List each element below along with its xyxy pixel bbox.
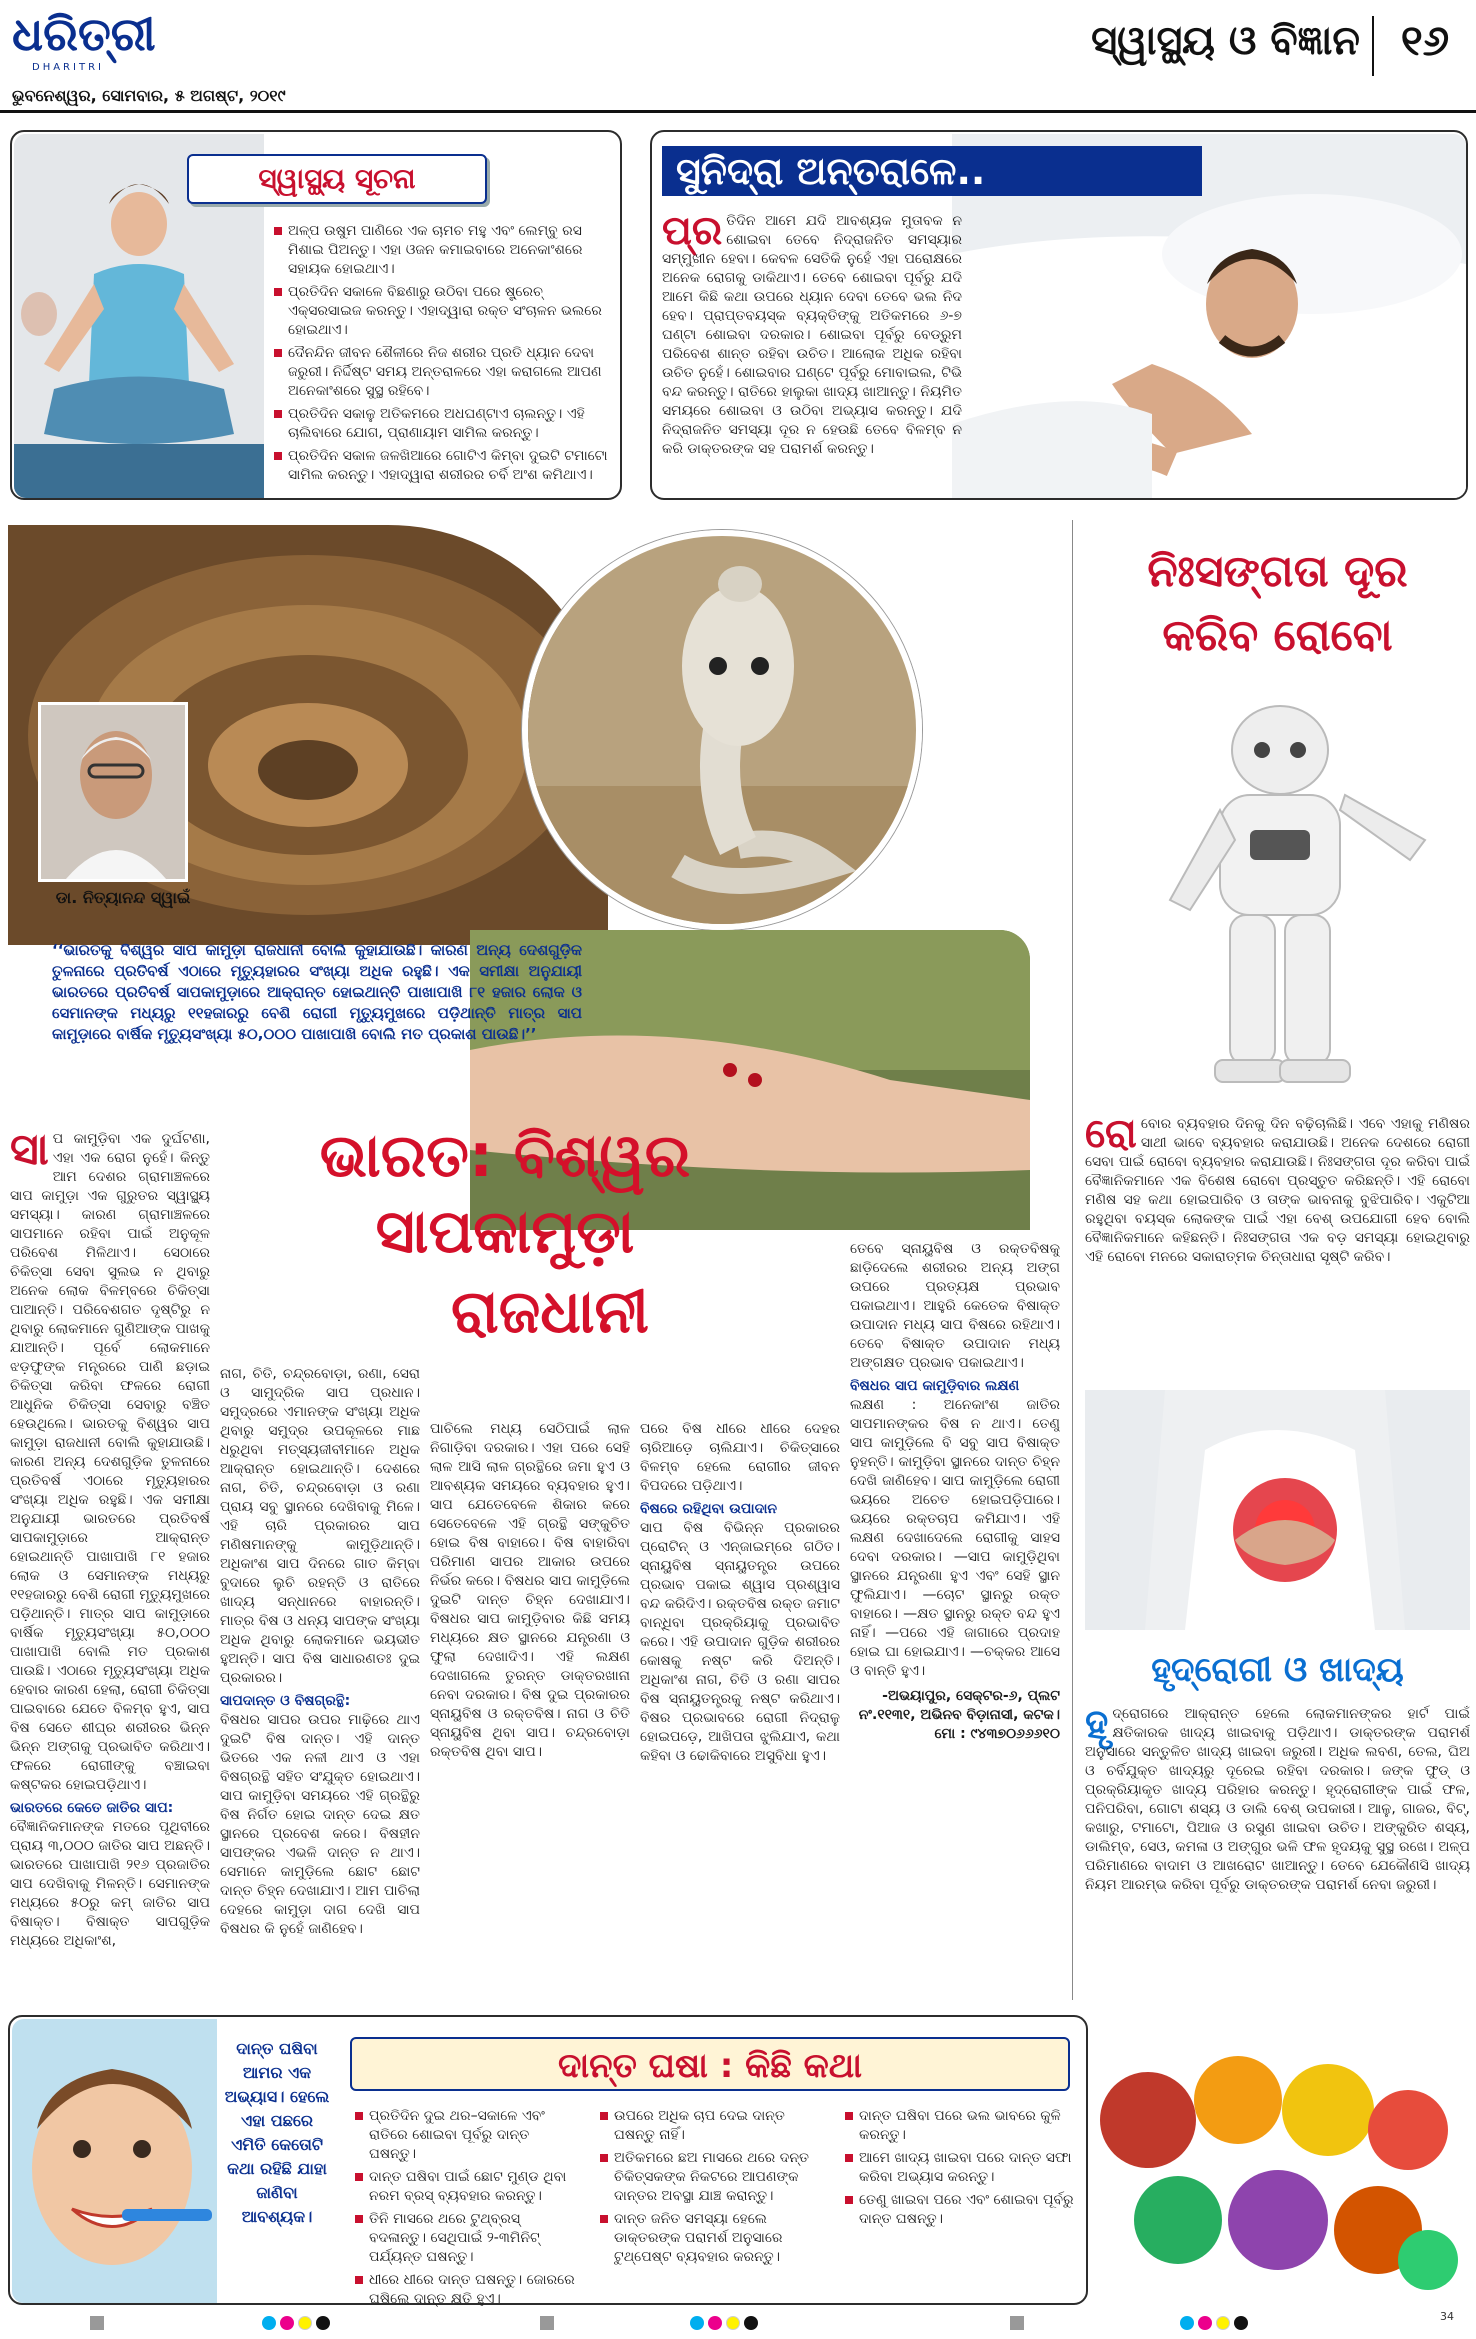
health-tips-title: ସ୍ୱାସ୍ଥ୍ୟ ସୂଚନା xyxy=(258,162,416,195)
list-item: ତେଣୁ ଖାଇବା ପରେ ଏବଂ ଶୋଇବା ପୂର୍ବରୁ ଦାନ୍ତ ଘଷନ୍ତୁ। xyxy=(845,2191,1075,2229)
list-item: ପ୍ରତିଦିନ ସକାଳେ ବିଛଣାରୁ ଉଠିବା ପରେ ଷ୍ଟ୍ରେଚ୍ ଏକ୍ସରସାଇଜ କରନ୍ତୁ। ଏହାଦ୍ୱାରା ରକ୍ତ ସଂଚାଳନ ଭଲରେ ହୋଇଥାଏ। xyxy=(274,283,614,340)
list-item: ପ୍ରତିଦିନ ସକାଳ ଜଳଖିଆରେ ଗୋଟିଏ କିମ୍ବା ଦୁଇଟି ଟମାଟୋ ସାମିଲ କରନ୍ତୁ। ଏହାଦ୍ୱାରା ଶରୀରର ଚର୍ବି ଅଂଶ କମିଥାଏ। xyxy=(274,447,614,485)
snake-column-1 xyxy=(10,1130,210,1990)
column-divider xyxy=(1072,520,1073,2000)
list-item: ତିନି ମାସରେ ଥରେ ଟୁଥ୍‌ବ୍ରସ୍ ବଦଳାନ୍ତୁ। ସେଥିପାଇଁ ୨-୩ମିନିଟ୍ ପର୍ଯ୍ୟନ୍ତ ଘଷନ୍ତୁ। xyxy=(355,2210,580,2267)
registration-mark xyxy=(1010,2316,1024,2330)
color-dot-cyan xyxy=(262,2316,276,2330)
color-dot-magenta xyxy=(708,2316,722,2330)
snake-column-5 xyxy=(850,1240,1060,1990)
color-dot-yellow xyxy=(726,2316,740,2330)
health-tips-list xyxy=(274,222,614,489)
snake-column-2b-text: ବିଷଧର ସାପର ଉପର ମାଢ଼ିରେ ଥାଏ ଦୁଇଟି ବିଷ ଦାନ୍ତ। ଏହି ଦାନ୍ତ ଭିତରେ ଏକ ନଳୀ ଥାଏ ଓ ଏହା ବିଷଗ୍ରନ୍ଥି ସହିତ ସଂଯୁକ୍ତ ହୋଇଥାଏ। ସାପ କାମୁଡ଼ିବା ସମୟରେ ଏହି ଗ୍ରନ୍ଥିରୁ ବିଷ ନିର୍ଗତ ହୋଇ ଦାନ୍ତ ଦେଇ କ୍ଷତ ସ୍ଥାନରେ ପ୍ରବେଶ କରେ। ବିଷହୀନ ସାପଙ୍କର ଏଭଳି ଦାନ୍ତ ନ ଥାଏ। ସେମାନେ କାମୁଡ଼ିଲେ ଛୋଟ ଛୋଟ ଦାନ୍ତ ଚିହ୍ନ ଦେଖାଯାଏ। ଆମ ପାଚିଲା ଦେହରେ କାମୁଡ଼ା ଦାଗ ଦେଖି ସାପ ବିଷଧର କି ନୁହେଁ ଜାଣିହେବ। xyxy=(220,1712,420,1937)
snake-column-2 xyxy=(220,1365,420,1990)
color-dot-yellow xyxy=(298,2316,312,2330)
drop-cap: ପ୍ର xyxy=(662,212,723,254)
author-portrait xyxy=(41,705,188,882)
drop-cap: ହୃ xyxy=(1085,1705,1109,1747)
snake-column-2-text: ନାଗ, ଚିତି, ଚନ୍ଦ୍ରବୋଡ଼ା, ରଣା, ସେରା ଓ ସାମୁଦ୍ରିକ ସାପ ପ୍ରଧାନ। ସମୁଦ୍ରରେ ଏମାନଙ୍କ ସଂଖ୍ୟା ଅଧିକ ଥିବାରୁ ସମୁଦ୍ର ଉପକୂଳରେ ମାଛ ଧରୁଥିବା ମତ୍ସ୍ୟଜୀବୀମାନେ ଅଧିକ ଆକ୍ରାନ୍ତ ହୋଇଥାନ୍ତି। ଦେଶରେ ନାଗ, ଚିତି, ଚନ୍ଦ୍ରବୋଡ଼ା ଓ ରଣା ପ୍ରାୟ ସବୁ ସ୍ଥାନରେ ଦେଖିବାକୁ ମିଳେ। ଏହି ଚାରି ପ୍ରକାରର ସାପ ମଣିଷମାନଙ୍କୁ କାମୁଡ଼ିଥାନ୍ତି। ଅଧିକାଂଶ ସାପ ଦିନରେ ଗାତ କିମ୍ବା ବୁଦାରେ ଲୁଚି ରହନ୍ତି ଓ ରାତିରେ ଖାଦ୍ୟ ସନ୍ଧାନରେ ବାହାରନ୍ତି। ମାତ୍ର ବିଷ ଓ ଧନ୍ୟ ସାପଙ୍କ ସଂଖ୍ୟା ଅଧିକ ଥିବାରୁ ଲୋକମାନେ ଭୟଭୀତ ହୁଅନ୍ତି। ସାପ ବିଷ ସାଧାରଣତଃ ଦୁଇ ପ୍ରକାରର। xyxy=(220,1366,420,1686)
logo-text: ଧରିତ୍ରୀ xyxy=(12,7,156,61)
robot-title-line-1: ନିଃସଙ୍ଗତା ଦୂର xyxy=(1147,546,1408,597)
snake-column-3-text: ପାଚିଲେ ମଧ୍ୟ ସେଠିପାଇଁ ଲାଳ ନିଗାଡ଼ିବା ଦରକାର। ଏହା ପରେ ସେହି ଲାଳ ଆସି ଲାଳ ଗ୍ରନ୍ଥିରେ ଜମା ହୁଏ ଓ ଆବଶ୍ୟକ ସମୟରେ ବ୍ୟବହାର ହୁଏ। ସାପ ଯେତେବେଳେ ଶିକାର କରେ ସେତେବେଳେ ଏହି ଗ୍ରନ୍ଥି ସଙ୍କୁଚିତ ହୋଇ ବିଷ ବାହାରେ। ବିଷ ବାହାରିବା ପରିମାଣ ସାପର ଆକାର ଉପରେ ନିର୍ଭର କରେ। ବିଷଧର ସାପ କାମୁଡ଼ିଲେ ଦୁଇଟି ଦାନ୍ତ ଚିହ୍ନ ଦେଖାଯାଏ। ବିଷଧର ସାପ କାମୁଡ଼ିବାର କିଛି ସମୟ ମଧ୍ୟରେ କ୍ଷତ ସ୍ଥାନରେ ଯନ୍ତ୍ରଣା ଓ ଫୁଲା ଦେଖାଦିଏ। ଏହି ଲକ୍ଷଣ ଦେଖାଗଲେ ତୁରନ୍ତ ଡାକ୍ତରଖାନା ନେବା ଦରକାର। ବିଷ ଦୁଇ ପ୍ରକାରର ସ୍ନାୟୁବିଷ ଓ ରକ୍ତବିଷ। ନାଗ ଓ ଚିତି ସ୍ନାୟୁବିଷ ଥିବା ସାପ। ଚନ୍ଦ୍ରବୋଡ଼ା ରକ୍ତବିଷ ଥିବା ସାପ। xyxy=(430,1421,630,1760)
logo-subtext: DHARITRI xyxy=(32,62,104,73)
health-tips-box xyxy=(10,130,622,500)
snake-headline xyxy=(220,1120,790,1360)
sleep-title: ସୁନିଦ୍ରା ଅନ୍ତରାଳେ.. xyxy=(662,146,1202,196)
dateline: ଭୁବନେଶ୍ୱର, ସୋମବାର, ୫ ଅଗଷ୍ଟ, ୨୦୧୯ xyxy=(12,86,286,105)
snake-column-4-text: ପରେ ବିଷ ଧୀରେ ଧୀରେ ଦେହର ଚାରିଆଡ଼େ ଚାଲିଯାଏ। ଚିକିତ୍ସାରେ ବିଳମ୍ବ ହେଲେ ରୋଗୀର ଜୀବନ ବିପଦରେ ପଡ଼ିଥାଏ। xyxy=(640,1421,840,1494)
teeth-list-1 xyxy=(355,2107,580,2313)
color-dot-magenta xyxy=(280,2316,294,2330)
page-number: ୧୬ xyxy=(1400,16,1450,65)
masthead-rule xyxy=(0,110,1476,113)
drop-cap: ସା xyxy=(10,1130,49,1175)
snake-column-4 xyxy=(640,1420,840,1990)
subhead-snake-species: ଭାରତରେ କେତେ ଜାତିର ସାପ: xyxy=(10,1800,174,1816)
color-dot-cyan xyxy=(690,2316,704,2330)
heart-text: ଦ୍‌ରୋଗରେ ଆକ୍ରାନ୍ତ ହେଲେ ଲୋକମାନଙ୍କର ହାର୍ଟ ପାଇଁ କ୍ଷତିକାରକ ଖାଦ୍ୟ ଖାଇବାକୁ ପଡ଼ିଥାଏ। ଡାକ୍ତରଙ୍କ ପରାମର୍ଶ ଅନୁସାରେ ସନ୍ତୁଳିତ ଖାଦ୍ୟ ଖାଇବା ଜରୁରୀ। ଅଧିକ ଲବଣ, ତେଲ, ଘିଅ ଓ ଚର୍ବିଯୁକ୍ତ ଖାଦ୍ୟରୁ ଦୂରେଇ ରହିବା ଦରକାର। ଜଙ୍କ ଫୁଡ୍ ଓ ପ୍ରକ୍ରିୟାକୃତ ଖାଦ୍ୟ ପରିହାର କରନ୍ତୁ। ହୃଦ୍‌ରୋଗୀଙ୍କ ପାଇଁ ଫଳ, ପନିପରିବା, ଗୋଟା ଶସ୍ୟ ଓ ଡାଲି ବେଶ୍ ଉପକାରୀ। ଆଳୁ, ଗାଜର, ବିଟ୍, କଖାରୁ, ଟମାଟୋ, ପିଆଜ ଓ ରସୁଣ ଖାଇବା ଉଚିତ। ଅଙ୍କୁରିତ ଶସ୍ୟ, ଡାଲିମ୍ବ, ସେଓ, କମଳା ଓ ଅଙ୍ଗୁର ଭଳି ଫଳ ହୃଦୟକୁ ସୁସ୍ଥ ରଖେ। ଅଳ୍ପ ପରିମାଣରେ ବାଦାମ ଓ ଆଖରୋଟ ଖାଆନ୍ତୁ। ତେବେ ଯେକୌଣସି ଖାଦ୍ୟ ନିୟମ ଆରମ୍ଭ କରିବା ପୂର୍ବରୁ ଡାକ୍ତରଙ୍କ ପରାମର୍ଶ ନେବା ଜରୁରୀ। xyxy=(1085,1706,1470,1893)
subhead-fangs: ସାପଦାନ୍ତ ଓ ବିଷଗ୍ରନ୍ଥି: xyxy=(220,1693,351,1709)
list-item: ଆମେ ଖାଦ୍ୟ ଖାଇବା ପରେ ଦାନ୍ତ ସଫା କରିବା ଅଭ୍ୟାସ କରନ୍ତୁ। xyxy=(845,2149,1075,2187)
subhead-symptoms: ବିଷଧର ସାପ କାମୁଡ଼ିବାର ଲକ୍ଷଣ xyxy=(850,1378,1020,1394)
robot-illustration xyxy=(1090,690,1470,1090)
drop-cap: ରୋ xyxy=(1085,1115,1137,1157)
list-item: ଦାନ୍ତ ଘଷିବା ପରେ ଭଲ ଭାବରେ କୁଳି କରନ୍ତୁ। xyxy=(845,2107,1075,2145)
color-dot-black xyxy=(744,2316,758,2330)
headline-line-1: ଭାରତ: ବିଶ୍ୱର xyxy=(319,1121,691,1191)
robot-body xyxy=(1085,1115,1470,1365)
snake-quote: ‘‘ଭାରତକୁ ବିଶ୍ୱର ସାପ କାମୁଡ଼ା ରାଜଧାନୀ ବୋଲି କୁହାଯାଉଛି। କାରଣ ଅନ୍ୟ ଦେଶଗୁଡ଼ିକ ତୁଳନାରେ ପ୍ରତିବର୍ଷ ଏଠାରେ ମୃତ୍ୟୁହାରର ସଂଖ୍ୟା ଅଧିକ ରହୁଛି। ଏକ ସମୀକ୍ଷା ଅନୁଯାୟୀ ଭାରତରେ ପ୍ରତିବର୍ଷ ସାପକାମୁଡ଼ାରେ ଆକ୍ରାନ୍ତ ହୋଇଥାନ୍ତି ପାଖାପାଖି ୮୧ ହଜାର ଲୋକ ଓ ସେମାନଙ୍କ ମଧ୍ୟରୁ ୧୧ହଜାରରୁ ବେଶି ରୋଗୀ ମୃତ୍ୟୁମୁଖରେ ପଡ଼ିଥାନ୍ତି ମାତ୍ର ସାପ କାମୁଡ଼ାରେ ବାର୍ଷିକ ମୃତ୍ୟୁସଂଖ୍ୟା ୫୦,୦୦୦ ପାଖାପାଖି ବୋଲି ମତ ପ୍ରକାଶ ପାଉଛି।’’ xyxy=(52,941,582,1043)
author-caption: ଡା. ନିତ୍ୟାନନ୍ଦ ସ୍ୱାଇଁ xyxy=(55,888,191,907)
teeth-list-2 xyxy=(600,2107,825,2271)
color-dot-black xyxy=(316,2316,330,2330)
list-item: ଅଳ୍ପ ଉଷୁମ ପାଣିରେ ଏକ ଚାମଚ ମହୁ ଏବଂ ଲେମ୍ବୁ ରସ ମିଶାଇ ପିଅନ୍ତୁ। ଏହା ଓଜନ କମାଇବାରେ ଅନେକାଂଶରେ ସହାୟକ ହୋଇଥାଏ। xyxy=(274,222,614,279)
byline: -ଅଭୟାପୁର, ସେକ୍ଟର-୬, ପ୍ଲଟ ନଂ.୧୧୩୧, ଅଭିନବ ବିଡ଼ାନାସୀ, କଟକ। ମୋ : ୯୪୩୭୦୬୬୬୧୦ xyxy=(858,1688,1060,1742)
logo xyxy=(12,6,202,76)
cobra-photo xyxy=(522,530,922,930)
child-brushing-photo xyxy=(12,2019,217,2303)
sleep-box xyxy=(650,130,1468,500)
masthead xyxy=(0,0,1476,115)
heart-pain-illustration xyxy=(1085,1390,1470,1630)
robot-text: ବୋର ବ୍ୟବହାର ଦିନକୁ ଦିନ ବଢ଼ିଚାଲିଛି। ଏବେ ଏହାକୁ ମଣିଷର ସାଥୀ ଭାବେ ବ୍ୟବହାର କରାଯାଉଛି। ଅନେକ ଦେଶରେ ରୋଗୀ ସେବା ପାଇଁ ରୋବୋ ବ୍ୟବହାର କରାଯାଉଛି। ନିଃସଙ୍ଗତା ଦୂର କରିବା ପାଇଁ ବୈଜ୍ଞାନିକମାନେ ଏକ ବିଶେଷ ରୋବୋ ପ୍ରସ୍ତୁତ କରିଛନ୍ତି। ଏହି ରୋବୋ ମଣିଷ ସହ କଥା ହୋଇପାରିବ ଓ ତାଙ୍କ ଭାବନାକୁ ବୁଝିପାରିବ। ଏକୁଟିଆ ରହୁଥିବା ବୟସ୍କ ଲୋକଙ୍କ ପାଇଁ ଏହା ବେଶ୍ ଉପଯୋଗୀ ହେବ ବୋଲି ବୈଜ୍ଞାନିକମାନେ କହିଛନ୍ତି। ନିଃସଙ୍ଗତା ଏକ ବଡ଼ ସମସ୍ୟା ହୋଇଥିବାରୁ ଏହି ରୋବୋ ମନରେ ସକାରାତ୍ମକ ଚିନ୍ତାଧାରା ସୃଷ୍ଟି କରିବ। xyxy=(1085,1116,1470,1265)
teeth-title: ଦାନ୍ତ ଘଷା : କିଛି କଥା xyxy=(350,2037,1070,2091)
list-item: ପ୍ରତିଦିନ ସକାଳୁ ଅତିକମରେ ଅଧଘଣ୍ଟାଏ ଚାଲନ୍ତୁ। ଏହି ଚାଲିବାରେ ଯୋଗ, ପ୍ରାଣାୟାମ ସାମିଲ କରନ୍ତୁ। xyxy=(274,405,614,443)
heart-photo xyxy=(1085,1390,1470,1630)
snake-column-5-text: ତେବେ ସ୍ନାୟୁବିଷ ଓ ରକ୍ତବିଷକୁ ଛାଡ଼ିଦେଲେ ଶରୀରର ଅନ୍ୟ ଅଙ୍ଗ ଉପରେ ପ୍ରତ୍ୟକ୍ଷ ପ୍ରଭାବ ପକାଇଥାଏ। ଆହୁରି କେତେକ ବିଷାକ୍ତ ଉପାଦାନ ମଧ୍ୟ ସାପ ବିଷରେ ରହିଥାଏ। ତେବେ ବିଷାକ୍ତ ଉପାଦାନ ମଧ୍ୟ ଅଙ୍ଗକ୍ଷତ ପ୍ରଭାବ ପକାଇଥାଏ। xyxy=(850,1241,1060,1371)
list-item: ଉପରେ ଅଧିକ ଚାପ ଦେଇ ଦାନ୍ତ ଘଷନ୍ତୁ ନାହିଁ। xyxy=(600,2107,825,2145)
page-code: 34 xyxy=(1440,2310,1454,2323)
snake-column-5b-text: ଲକ୍ଷଣ : ଅନେକାଂଶ ଜାତିର ସାପମାନଙ୍କର ବିଷ ନ ଥାଏ। ତେଣୁ ସାପ କାମୁଡ଼ିଲେ ବି ସବୁ ସାପ ବିଷାକ୍ତ ନୁହନ୍ତି। କାମୁଡ଼ିବା ସ୍ଥାନରେ ଦାନ୍ତ ଚିହ୍ନ ଦେଖି ଜାଣିହେବ। ସାପ କାମୁଡ଼ିଲେ ରୋଗୀ ଭୟରେ ଅଚେତ ହୋଇପଡ଼ିପାରେ। ଭୟରେ ରକ୍ତଚାପ କମିଯାଏ। ଏହି ଲକ୍ଷଣ ଦେଖାଦେଲେ ରୋଗୀକୁ ସାହସ ଦେବା ଦରକାର। —ସାପ କାମୁଡ଼ିଥିବା ସ୍ଥାନରେ ଯନ୍ତ୍ରଣା ହୁଏ ଏବଂ ସେହି ସ୍ଥାନ ଫୁଲିଯାଏ। —ଚୋଟ ସ୍ଥାନରୁ ରକ୍ତ ବାହାରେ। —କ୍ଷତ ସ୍ଥାନରୁ ରକ୍ତ ବନ୍ଦ ହୁଏ ନାହିଁ। —ପରେ ଏହି ଜାଗାରେ ପ୍ରଦାହ ହୋଇ ଘା ହୋଇଯାଏ। —ଚକ୍କର ଆସେ ଓ ବାନ୍ତି ହୁଏ। xyxy=(850,1397,1060,1679)
robot-title xyxy=(1085,540,1470,680)
health-tips-header xyxy=(187,154,487,204)
headline-line-2: ସାପକାମୁଡ଼ା xyxy=(375,1197,635,1267)
subhead-venom-components: ବିଷରେ ରହିଥିବା ଉପାଦାନ xyxy=(640,1501,778,1517)
sleep-text: ତିଦିନ ଆମେ ଯଦି ଆବଶ୍ୟକ ମୁତାବକ ନ ଶୋଇବା ତେବେ ନିଦ୍ରାଜନିତ ସମସ୍ୟାର ସମ୍ମୁଖୀନ ହେବା। କେବଳ ସେତିକି ନୁହେଁ ଏହା ପରୋକ୍ଷରେ ଅନେକ ରୋଗକୁ ଡାକିଥାଏ। ତେବେ ଶୋଇବା ପୂର୍ବରୁ ଯଦି ଆମେ କିଛି କଥା ଉପରେ ଧ୍ୟାନ ଦେବା ତେବେ ଭଲ ନିଦ ହେବ। ପ୍ରାପ୍ତବୟସ୍କ ବ୍ୟକ୍ତିଙ୍କୁ ଅତିକମରେ ୬-୭ ଘଣ୍ଟା ଶୋଇବା ଦରକାର। ଶୋଇବା ପୂର୍ବରୁ ବେଡ୍‌ରୁମ ପରିବେଶ ଶାନ୍ତ ରହିବା ଉଚିତ। ଆଲୋକ ଅଧିକ ରହିବା ଉଚିତ ନୁହେଁ। ଶୋଇବାର ଘଣ୍ଟେ ପୂର୍ବରୁ ମୋବାଇଲ, ଟିଭି ବନ୍ଦ କରନ୍ତୁ। ରାତିରେ ହାଲୁକା ଖାଦ୍ୟ ଖାଆନ୍ତୁ। ନିୟମିତ ସମୟରେ ଶୋଇବା ଓ ଉଠିବା ଅଭ୍ୟାସ କରନ୍ତୁ। ଯଦି ନିଦ୍ରାଜନିତ ସମସ୍ୟା ଦୂର ନ ହେଉଛି ତେବେ ବିଳମ୍ବ ନ କରି ଡାକ୍ତରଙ୍କ ସହ ପରାମର୍ଶ କରନ୍ତୁ। xyxy=(662,213,962,457)
list-item: ଦାନ୍ତ ଜନିତ ସମସ୍ୟା ହେଲେ ଡାକ୍ତରଙ୍କ ପରାମର୍ଶ ଅନୁସାରେ ଟୁଥ୍‌ପେଷ୍ଟ ବ୍ୟବହାର କରନ୍ତୁ। xyxy=(600,2210,825,2267)
headline-line-3: ରାଜଧାନୀ xyxy=(451,1277,649,1347)
teeth-list-3 xyxy=(845,2107,1075,2233)
snake-column-4b-text: ସାପ ବିଷ ବିଭିନ୍ନ ପ୍ରକାରର ପ୍ରୋଟିନ୍ ଓ ଏନ୍‌ଜାଇମ୍‌ରେ ଗଠିତ। ସ୍ନାୟୁବିଷ ସ୍ନାୟୁତନ୍ତ୍ର ଉପରେ ପ୍ରଭାବ ପକାଇ ଶ୍ୱାସ ପ୍ରଶ୍ୱାସ ବନ୍ଦ କରିଦିଏ। ରକ୍ତବିଷ ରକ୍ତ ଜମାଟ ବାନ୍ଧିବା ପ୍ରକ୍ରିୟାକୁ ପ୍ରଭାବିତ କରେ। ଏହି ଉପାଦାନ ଗୁଡ଼ିକ ଶରୀରର କୋଷକୁ ନଷ୍ଟ କରି ଦିଅନ୍ତି। ଅଧିକାଂଶ ନାଗ, ଚିତି ଓ ରଣା ସାପର ବିଷ ସ୍ନାୟୁତନ୍ତ୍ରକୁ ନଷ୍ଟ କରିଥାଏ। ବିଷର ପ୍ରଭାବରେ ରୋଗୀ ନିଦ୍ରାଳୁ ହୋଇପଡ଼େ, ଆଖିପତା ଝୁଲିଯାଏ, କଥା କହିବା ଓ ଢୋକିବାରେ ଅସୁବିଧା ହୁଏ। xyxy=(640,1520,840,1764)
color-dot-yellow xyxy=(1216,2316,1230,2330)
robot-photo xyxy=(1090,690,1470,1090)
cobra-illustration xyxy=(528,536,922,930)
snake-column-1b-text: ବୈଜ୍ଞାନିକମାନଙ୍କ ମତରେ ପୃଥିବୀରେ ପ୍ରାୟ ୩,୦୦୦ ଜାତିର ସାପ ଅଛନ୍ତି। ଭାରତରେ ପାଖାପାଖି ୨୧୬ ପ୍ରଜାତିର ସାପ ଦେଖିବାକୁ ମିଳନ୍ତି। ସେମାନଙ୍କ ମଧ୍ୟରେ ୫୦ରୁ କମ୍ ଜାତିର ସାପ ବିଷାକ୍ତ। ବିଷାକ୍ତ ସାପଗୁଡ଼ିକ ମଧ୍ୟରେ ଅଧିକାଂଶ, xyxy=(10,1819,210,1949)
snake-column-1-text: ପ କାମୁଡ଼ିବା ଏକ ଦୁର୍ଘଟଣା, ଏହା ଏକ ରୋଗ ନୁହେଁ। କିନ୍ତୁ ଆମ ଦେଶର ଗ୍ରାମାଞ୍ଚଳରେ ସାପ କାମୁଡ଼ା ଏକ ଗୁରୁତର ସ୍ୱାସ୍ଥ୍ୟ ସମସ୍ୟା। କାରଣ ଗ୍ରାମାଞ୍ଚଳରେ ସାପମାନେ ରହିବା ପାଇଁ ଅନୁକୂଳ ପରିବେଶ ମିଳିଥାଏ। ସେଠାରେ ଚିକିତ୍ସା ସେବା ସୁଲଭ ନ ଥିବାରୁ ଅନେକ ଲୋକ ବିଳମ୍ବରେ ଚିକିତ୍ସା ପାଆନ୍ତି। ପରିବେଶଗତ ଦୃଷ୍ଟିରୁ ନ ଥିବାରୁ ଲୋକମାନେ ଗୁଣିଆଙ୍କ ପାଖକୁ ଯାଆନ୍ତି। ପୂର୍ବେ ଲୋକମାନେ ଝଡ଼ଫୁଙ୍କ ମନ୍ତ୍ରରେ ପାଣି ଛଡ଼ାଇ ଚିକିତ୍ସା କରିବା ଫଳରେ ରୋଗୀ ଆଧୁନିକ ଚିକିତ୍ସା ସେବାରୁ ବଞ୍ଚିତ ହେଉଥିଲେ। ଭାରତକୁ ବିଶ୍ୱର ସାପ କାମୁଡ଼ା ରାଜଧାନୀ ବୋଲି କୁହାଯାଉଛି। କାରଣ ଅନ୍ୟ ଦେଶଗୁଡ଼ିକ ତୁଳନାରେ ପ୍ରତିବର୍ଷ ଏଠାରେ ମୃତ୍ୟୁହାରର ସଂଖ୍ୟା ଅଧିକ ରହୁଛି। ଏକ ସମୀକ୍ଷା ଅନୁଯାୟୀ ଭାରତରେ ପ୍ରତିବର୍ଷ ସାପକାମୁଡ଼ାରେ ଆକ୍ରାନ୍ତ ହୋଇଥାନ୍ତି ପାଖାପାଖି ୮୧ ହଜାର ଲୋକ ଓ ସେମାନଙ୍କ ମଧ୍ୟରୁ ୧୧ହଜାରରୁ ବେଶି ରୋଗୀ ମୃତ୍ୟୁମୁଖରେ ପଡ଼ିଥାନ୍ତି। ମାତ୍ର ସାପ କାମୁଡ଼ାରେ ବାର୍ଷିକ ମୃତ୍ୟୁସଂଖ୍ୟା ୫୦,୦୦୦ ପାଖାପାଖି ବୋଲି ମତ ପ୍ରକାଶ ପାଉଛି। ଏଠାରେ ମୃତ୍ୟୁସଂଖ୍ୟା ଅଧିକ ହେବାର କାରଣ ହେଲା, ରୋଗୀ ଚିକିତ୍ସା ପାଇବାରେ ଯେତେ ବିଳମ୍ବ ହୁଏ, ସାପ ବିଷ ସେତେ ଶୀଘ୍ର ଶରୀରର ଭିନ୍ନ ଭିନ୍ନ ଅଙ୍ଗକୁ ପ୍ରଭାବିତ କରିଥାଏ। ଫଳରେ ରୋଗୀଙ୍କୁ ବଞ୍ଚାଇବା କଷ୍ଟକର ହୋଇପଡ଼ିଥାଏ। xyxy=(10,1131,210,1793)
list-item: ଧୀରେ ଧୀରେ ଦାନ୍ତ ଘଷନ୍ତୁ। ଜୋରରେ ଘଷିଲେ ଦାନ୍ତ କ୍ଷତି ହୁଏ। xyxy=(355,2271,580,2309)
robot-title-line-2: କରିବ ରୋବୋ xyxy=(1162,610,1393,661)
list-item: ଦୈନନ୍ଦିନ ଜୀବନ ଶୈଳୀରେ ନିଜ ଶରୀର ପ୍ରତି ଧ୍ୟାନ ଦେବା ଜରୁରୀ। ନିର୍ଦ୍ଦିଷ୍ଟ ସମୟ ଅନ୍ତରାଳରେ ଏହା କରାଗଲେ ଆପଣ ଅନେକାଂଶରେ ସୁସ୍ଥ ରହିବେ। xyxy=(274,344,614,401)
color-dot-magenta xyxy=(1198,2316,1212,2330)
section-title: ସ୍ୱାସ୍ଥ୍ୟ ଓ ବିଜ୍ଞାନ xyxy=(1091,18,1360,64)
teeth-box xyxy=(8,2015,1088,2305)
list-item: ପ୍ରତିଦିନ ଦୁଇ ଥର–ସକାଳେ ଏବଂ ରାତିରେ ଶୋଇବା ପୂର୍ବରୁ ଦାନ୍ତ ଘଷନ୍ତୁ। xyxy=(355,2107,580,2164)
heart-body xyxy=(1085,1705,1470,1990)
color-dot-black xyxy=(1234,2316,1248,2330)
sleep-body xyxy=(662,212,962,494)
page-separator xyxy=(1372,16,1374,76)
registration-mark xyxy=(90,2316,104,2330)
registration-mark xyxy=(540,2316,554,2330)
heart-title: ହୃଦ୍‌ରୋଗୀ ଓ ଖାଦ୍ୟ xyxy=(1151,1650,1404,1690)
color-dot-cyan xyxy=(1180,2316,1194,2330)
snake-column-3 xyxy=(430,1420,630,1990)
fruit-illustration xyxy=(1088,2000,1470,2310)
list-item: ଦାନ୍ତ ଘଷିବା ପାଇଁ ଛୋଟ ମୁଣ୍ଡ ଥିବା ନରମ ବ୍ରସ୍ ବ୍ୟବହାର କରନ୍ତୁ। xyxy=(355,2168,580,2206)
fruit-photo xyxy=(1088,2000,1470,2310)
author-photo xyxy=(38,702,188,882)
teeth-intro: ଦାନ୍ତ ଘଷିବା ଆମର ଏକ ଅଭ୍ୟାସ। ହେଲେ ଏହା ପଛରେ ଏମିତି କେତୋଟି କଥା ରହିଛି ଯାହା ଜାଣିବା ଆବଶ୍ୟକ। xyxy=(224,2039,330,2226)
footer xyxy=(0,2310,1476,2339)
list-item: ଅତିକମରେ ଛଅ ମାସରେ ଥରେ ଦନ୍ତ ଚିକିତ୍ସକଙ୍କ ନିକଟରେ ଆପଣଙ୍କ ଦାନ୍ତର ଅବସ୍ଥା ଯାଞ୍ଚ କରାନ୍ତୁ। xyxy=(600,2149,825,2206)
child-brushing-illustration xyxy=(12,2019,217,2303)
